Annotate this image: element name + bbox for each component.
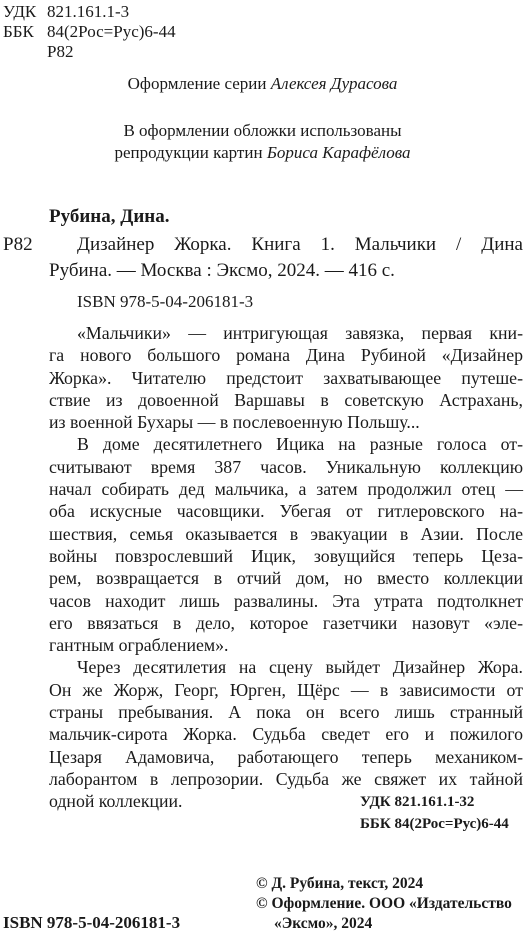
text-line: Он же Жорж, Георг, Юрген, Щёрс — в зависимости от xyxy=(49,679,523,700)
bbk-key: ББК xyxy=(3,22,34,41)
cover-credit-label: репродукции картин xyxy=(114,143,267,162)
text-line: оба искусные часовщики. Убегая от гитлеровского на- xyxy=(49,501,523,522)
isbn-top: ISBN 978-5-04-206181-3 xyxy=(77,292,254,311)
udk-value: 821.161.1-3 xyxy=(47,2,130,21)
series-label: Оформление серии xyxy=(127,74,271,93)
cover-artist: Бориса Карафёлова xyxy=(266,143,411,162)
paragraph xyxy=(49,322,523,433)
paragraph xyxy=(49,656,523,812)
text-line: одной коллекции. xyxy=(49,791,183,812)
text-line: га нового большого романа Дина Рубиной «Дизайнер xyxy=(49,345,523,366)
udk-row xyxy=(3,2,176,22)
author-mark-value: Р82 xyxy=(47,42,74,61)
text-line: мальчик-сирота Жорка. Судьба сведет его и пожилого xyxy=(49,724,523,745)
text-line: Через десятилетия на сцену выйдет Дизайнер Жора. xyxy=(77,657,523,678)
copyright-text: © Д. Рубина, текст, 2024 xyxy=(256,875,424,892)
series-credit xyxy=(0,73,525,95)
call-mark: Р82 xyxy=(3,234,33,255)
classification-codes-bottom xyxy=(360,791,509,835)
text-line: из военной Бухары — в послевоенную Польшу... xyxy=(49,412,420,433)
copyright-publisher: «Эксмо», 2024 xyxy=(274,915,373,932)
copyright-block xyxy=(256,874,512,934)
isbn-bottom: ISBN 978-5-04-206181-3 xyxy=(3,913,181,932)
udk-bottom: УДК 821.161.1-32 xyxy=(360,794,475,810)
text-line: Жорка». Читателю предстоит захватывающее путеше- xyxy=(49,367,523,388)
text-line: В доме десятилетнего Ицика на разные голоса от- xyxy=(77,434,523,455)
bibliographic-title-line2: Рубина. — Москва : Эксмо, 2024. — 416 с. xyxy=(49,260,395,281)
text-line: рем, возвращается в отчий дом, но вместо коллекции xyxy=(49,568,523,589)
udk-key: УДК xyxy=(3,2,37,21)
text-line: войны повзрослевший Ицик, зовущийся теперь Цеза- xyxy=(49,545,523,566)
text-line: считывают время 387 часов. Уникальную коллекцию xyxy=(49,456,523,477)
text-line: начал собирать дед мальчика, а затем продолжил отец — xyxy=(49,479,523,500)
cover-credit-line2 xyxy=(0,142,525,164)
bbk-value: 84(2Рос=Рус)6-44 xyxy=(47,22,176,41)
classification-codes xyxy=(3,2,176,62)
text-line: часов находит лишь развалины. Эта утрата подтолкнет xyxy=(49,590,523,611)
bibliographic-title-line1: Дизайнер Жорка. Книга 1. Мальчики / Дина xyxy=(77,234,523,255)
text-line: шествия, семья оказывается в эвакуации в Азии. После xyxy=(49,523,523,544)
bbk-bottom: ББК 84(2Рос=Рус)6-44 xyxy=(360,816,509,832)
annotation xyxy=(49,322,523,813)
text-line: «Мальчики» — интригующая завязка, первая кни- xyxy=(77,323,523,343)
cover-credit xyxy=(0,120,525,164)
copyright-design: © Оформление. ООО «Издательство xyxy=(256,895,512,912)
text-line: его ввязаться в дело, которое газетчики назовут «эле- xyxy=(49,612,523,633)
cover-credit-line1: В оформлении обложки использованы xyxy=(123,121,402,140)
text-line: страны пребывания. А пока он всего лишь странный xyxy=(49,702,523,723)
paragraph xyxy=(49,433,523,656)
text-line: лаборантом в лепрозории. Судьба же свяжет их тайной xyxy=(49,768,523,789)
author-heading: Рубина, Дина. xyxy=(49,206,170,227)
text-line: ствие из довоенной Варшавы в советскую Астрахань, xyxy=(49,389,523,410)
bbk-row xyxy=(3,22,176,42)
series-designer: Алексея Дурасова xyxy=(270,74,398,93)
text-line: Цезаря Адамовича, работающего теперь механиком- xyxy=(49,746,523,767)
author-mark-row xyxy=(3,42,176,62)
text-line: гантным ограблением». xyxy=(49,635,229,656)
